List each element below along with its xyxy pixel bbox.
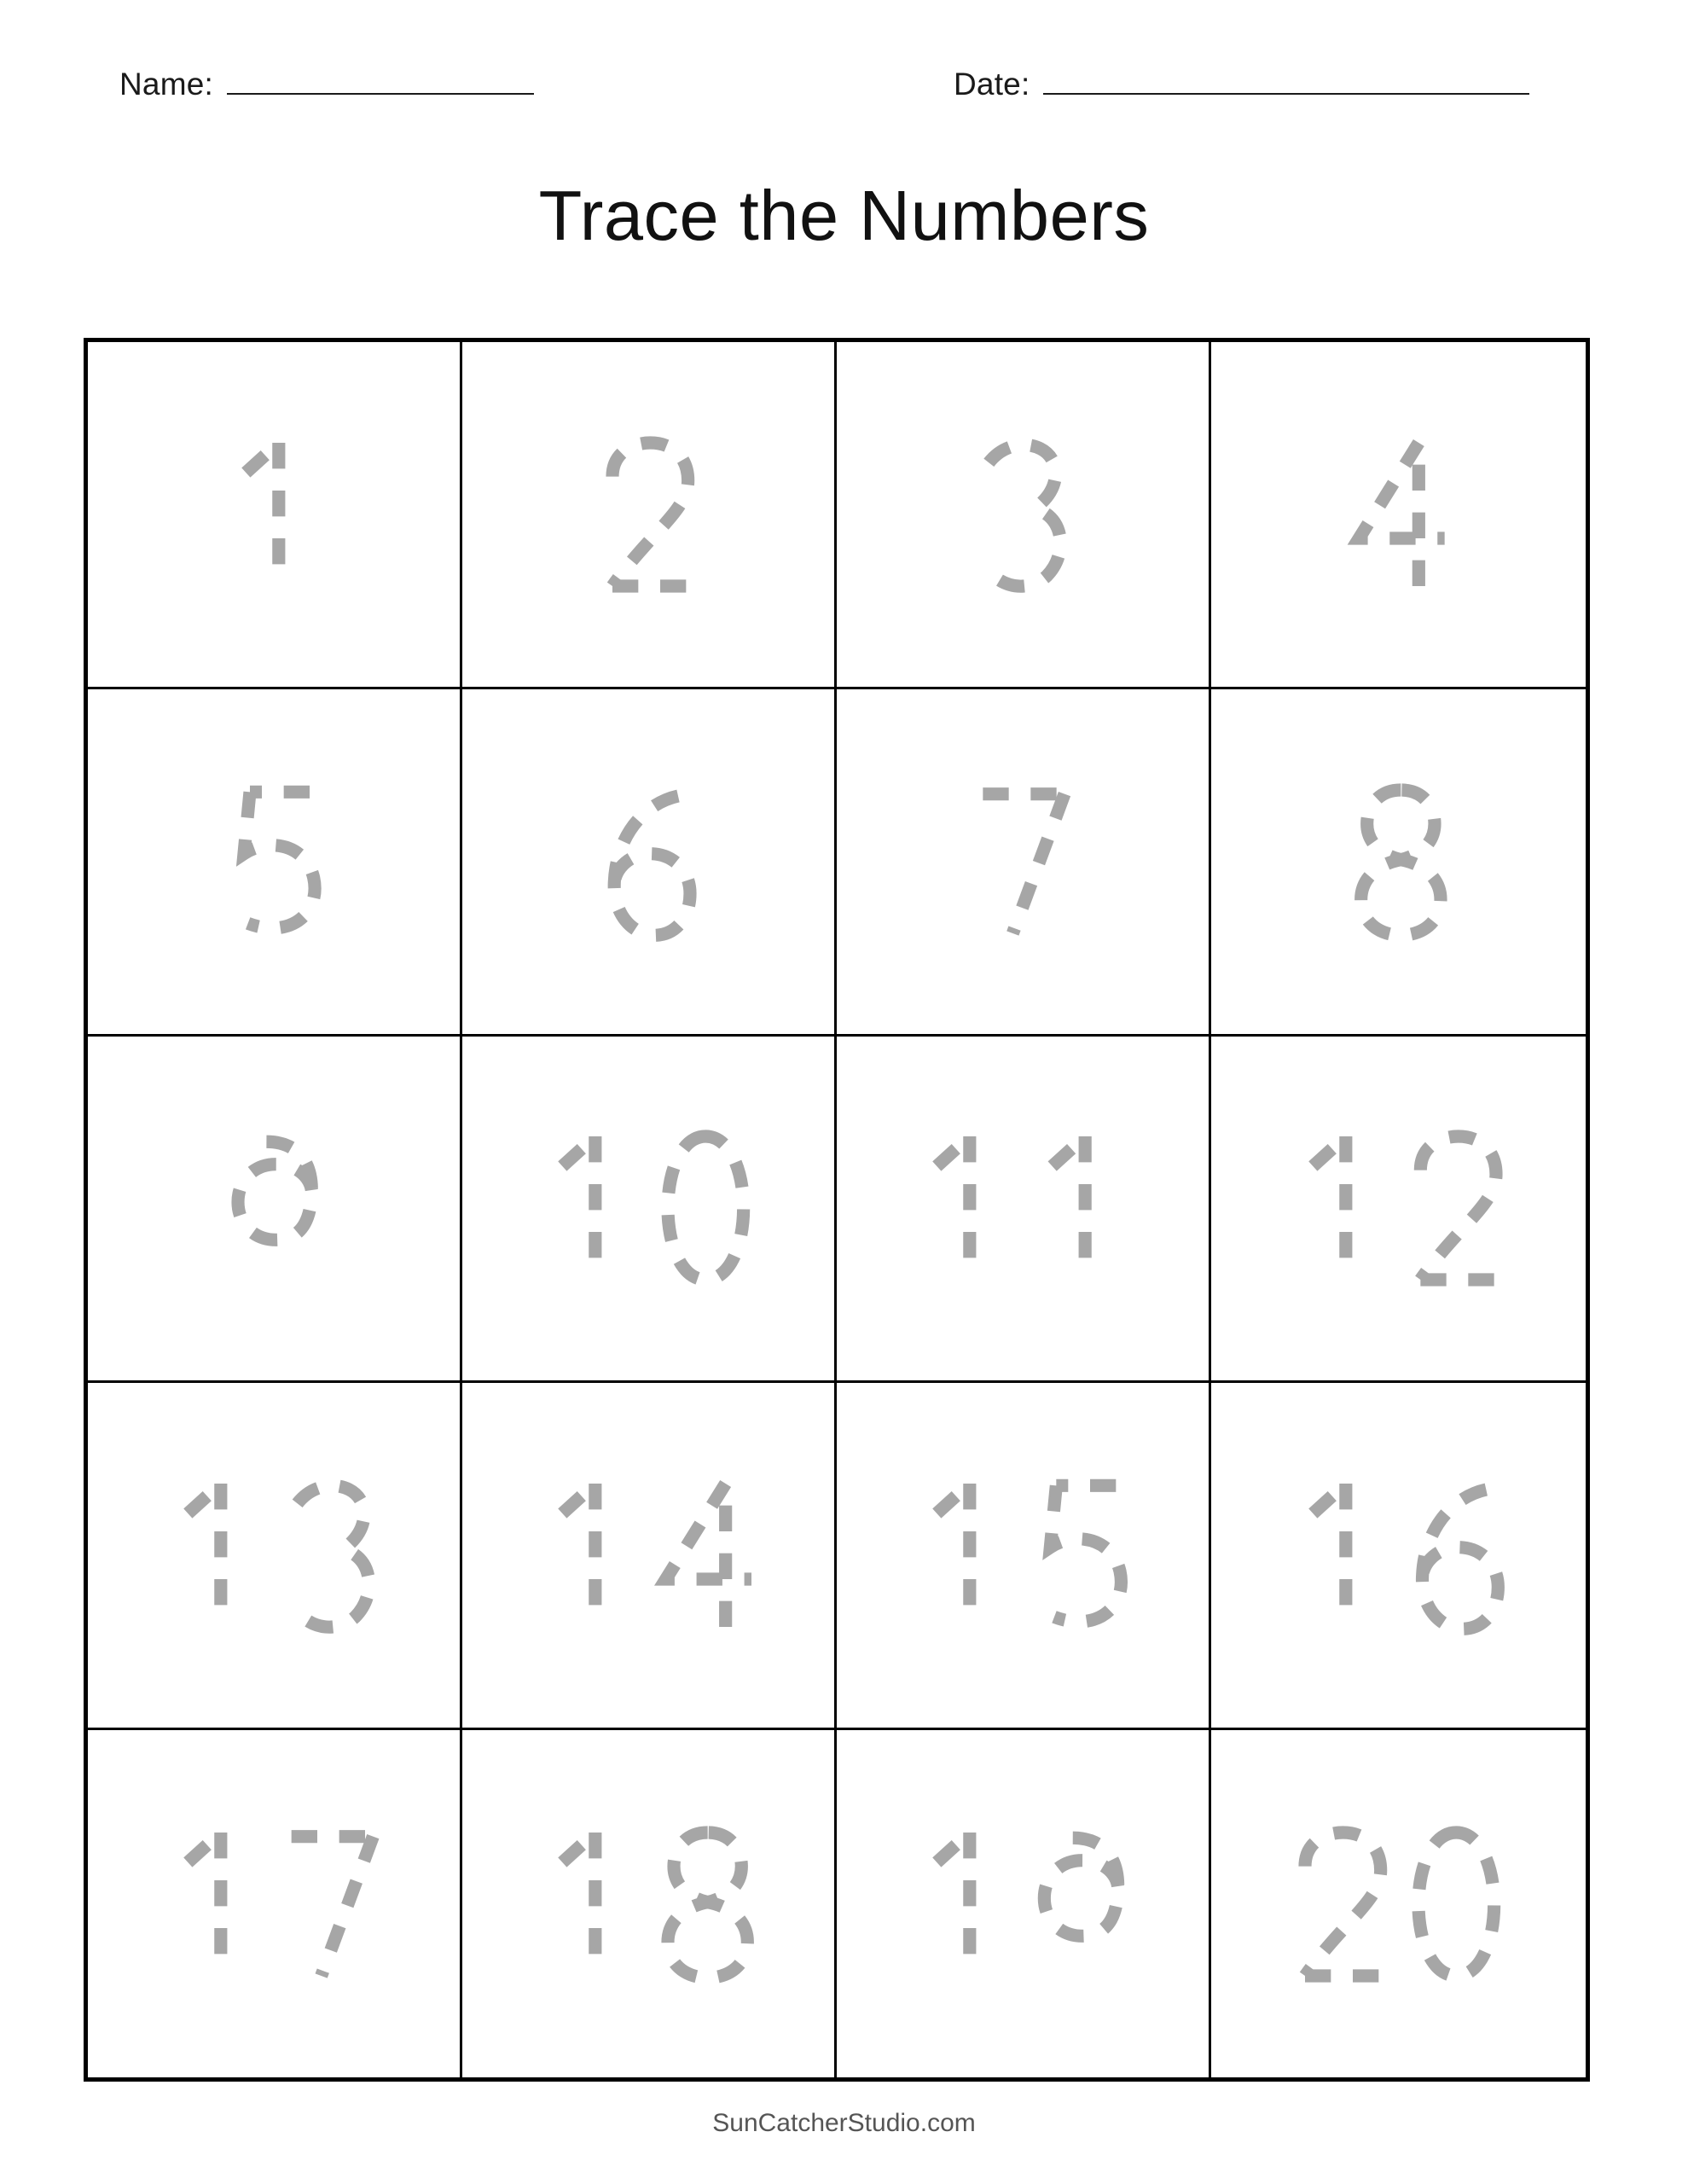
trace-number-20 — [1281, 1815, 1516, 1994]
trace-cell[interactable] — [837, 1730, 1211, 2077]
trace-number-4 — [1339, 425, 1459, 604]
trace-number-8 — [1339, 772, 1459, 951]
trace-number-15 — [905, 1466, 1140, 1645]
trace-cell[interactable] — [1211, 1730, 1586, 2077]
trace-cell[interactable] — [1211, 1037, 1586, 1384]
trace-cell[interactable] — [462, 689, 837, 1037]
trace-cell[interactable] — [88, 1037, 462, 1384]
trace-cell[interactable] — [462, 1730, 837, 2077]
trace-cell[interactable] — [88, 342, 462, 689]
trace-number-3 — [963, 425, 1082, 604]
page-title: Trace the Numbers — [538, 176, 1150, 255]
trace-cell[interactable] — [837, 1383, 1211, 1730]
trace-number-7 — [963, 772, 1082, 951]
trace-number-10 — [531, 1118, 765, 1298]
trace-number-1 — [214, 425, 334, 604]
trace-number-12 — [1281, 1118, 1516, 1298]
name-input-line[interactable] — [227, 67, 534, 95]
trace-number-13 — [156, 1466, 391, 1645]
trace-number-6 — [589, 772, 708, 951]
trace-cell[interactable] — [1211, 1383, 1586, 1730]
trace-grid — [84, 338, 1590, 2082]
name-field[interactable] — [119, 67, 534, 102]
date-field[interactable] — [954, 67, 1529, 102]
trace-cell[interactable] — [837, 1037, 1211, 1384]
trace-cell[interactable] — [837, 689, 1211, 1037]
footer-credit: SunCatcherStudio.com — [712, 2109, 976, 2137]
trace-number-19 — [905, 1815, 1140, 1994]
trace-number-11 — [905, 1118, 1140, 1298]
trace-number-14 — [531, 1466, 765, 1645]
trace-number-2 — [589, 425, 708, 604]
trace-number-17 — [156, 1815, 391, 1994]
trace-number-18 — [531, 1815, 765, 1994]
trace-cell[interactable] — [462, 342, 837, 689]
name-label: Name: — [119, 67, 213, 102]
trace-cell[interactable] — [462, 1383, 837, 1730]
header-fields — [0, 67, 1688, 118]
date-label: Date: — [954, 67, 1030, 102]
trace-number-16 — [1281, 1466, 1516, 1645]
trace-number-9 — [214, 1118, 334, 1298]
trace-cell[interactable] — [837, 342, 1211, 689]
trace-cell[interactable] — [1211, 689, 1586, 1037]
trace-cell[interactable] — [462, 1037, 837, 1384]
trace-cell[interactable] — [88, 1383, 462, 1730]
trace-cell[interactable] — [88, 1730, 462, 2077]
trace-cell[interactable] — [1211, 342, 1586, 689]
trace-cell[interactable] — [88, 689, 462, 1037]
date-input-line[interactable] — [1043, 67, 1529, 95]
trace-number-5 — [214, 772, 334, 951]
